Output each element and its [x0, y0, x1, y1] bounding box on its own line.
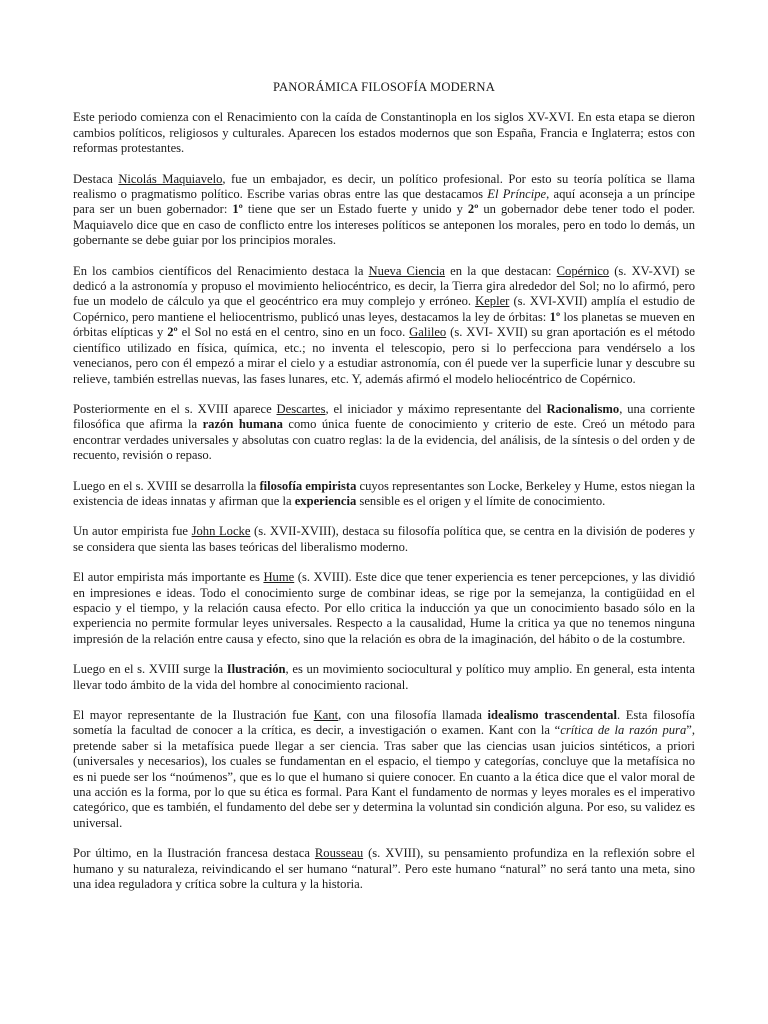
text-run: Posteriormente en el s. XVIII aparece [73, 401, 277, 416]
text-run: como única fuente de conocimiento y criterio de este. Creó un método para encontrar verdades universales y absolutas con cuatro reglas: la de la evidencia, del análisis, de la síntesis o del orden y de recuento, revisión o repaso. [73, 417, 695, 463]
paragraph-renacimiento [73, 110, 695, 156]
paragraph-descartes [73, 402, 695, 464]
text-run: . Esta filosofía sometía la facultad de conocer a la crítica, es decir, a investigación o examen. Kant con la “ [73, 708, 695, 738]
text-run: En los cambios científicos del Renacimiento destaca la [73, 263, 369, 278]
text-run: un gobernador debe tener todo el poder. Maquiavelo dice que en caso de conflicto entre los intereses políticos se anteponen los morales, pero en todo lo demás, un gobernante se debe guiar por los principios morales. [73, 202, 695, 248]
text-run: (s. XVIII), su pensamiento profundiza en la reflexión sobre el humano y su naturaleza, reivindicando el ser humano “natural”. Pero este humano “natural” no será tanto una meta, sino una idea reguladora y crítica sobre la cultura y la historia. [73, 846, 695, 892]
bold-ordinal: 1º [549, 309, 561, 324]
text-run: , con una filosofía llamada [338, 708, 488, 722]
paragraph-kant [73, 708, 695, 831]
underlined-name-kepler: Kepler [475, 294, 510, 309]
text-run: los planetas se mueven en órbitas elípticas y [73, 309, 695, 340]
paragraph-empirismo [73, 479, 695, 510]
text-run: (s. XV-XVI) se dedicó a la astronomía y propuso el movimiento heliocéntrico, es decir, la Tierra gira alrededor del Sol; no lo afirmó, pero fue un modelo de cálculo ya que el geocéntrico era muy complejo y erróneo. [73, 263, 695, 309]
text-run: Un autor empirista fue [73, 524, 192, 539]
underlined-name-copernico: Copérnico [556, 263, 610, 278]
text-run: sensible es el origen y el límite de conocimiento. [356, 493, 606, 508]
text-run: , fue un embajador, es decir, un político profesional. Por esto su teoría política se llama realismo o pragmatismo político. Escribe varias obras entre las que destacamos [73, 171, 695, 202]
document-title: PANORÁMICA FILOSOFÍA MODERNA [272, 80, 496, 94]
text-run: Luego en el s. XVIII surge la [73, 662, 227, 677]
italic-title-el-principe: El Príncipe [487, 187, 547, 202]
text-run: Destaca [73, 171, 119, 186]
text-run: , aquí aconseja a un príncipe para ser un buen gobernador: [73, 187, 695, 217]
bold-term-filosofia-empirista: filosofía empirista [259, 478, 357, 493]
underlined-name-maquiavelo: Nicolás Maquiavelo [118, 171, 223, 186]
paragraph-nueva-ciencia [73, 264, 695, 387]
text-run: , una corriente filosófica que afirma la [73, 401, 695, 432]
bold-ordinal: 1º [232, 202, 243, 217]
underlined-name-hume: Hume [263, 570, 295, 585]
bold-ordinal: 2º [167, 325, 178, 340]
text-run: en la que destacan: [445, 263, 557, 278]
bold-term-razon-humana: razón humana [202, 417, 283, 432]
bold-term-ilustracion: Ilustración [226, 662, 286, 677]
bold-ordinal: 2º [467, 202, 479, 217]
text-run: Luego en el s. XVIII se desarrolla la [73, 478, 260, 493]
text-run: (s. XVII-XVIII), destaca su filosofía política que, se centra en la división de poderes y se considera que sienta las bases teóricas del liberalismo moderno. [73, 524, 695, 554]
text-run: (s. XVIII). Este dice que tener experiencia es tener percepciones, y las dividió en impresiones e ideas. Todo el conocimiento surge de combinar ideas, se rige por la semejanza, la contigüidad en el espacio y el tiempo, y la relación causa efecto. Por ello critica la inducción ya que un conocimiento basado sólo en la experiencia no permite formular leyes universales. Respecto a la causalidad, Hume la critica ya que no tenemos ninguna impresión de la relación entre causa y efecto, sino que la relación es obra de la imaginación, del hábito o de la costumbre. [73, 570, 695, 646]
text-run: cuyos representantes son Locke, Berkeley y Hume, estos niegan la existencia de ideas innatas y afirman que la [73, 478, 695, 508]
text-run: el Sol no está en el centro, sino en un foco. [177, 325, 410, 340]
text-run: (s. XVI- XVII) su gran aportación es el método científico utilizado en física, química, etc.; no inventa el telescopio, pero si lo perfecciona para vendérselo a los venecianos, pero con él empezó a mirar el cielo y a estudiar astronomía, con él puede ver la superficie lunar y descubre su relieve, también estrellas nuevas, las fases lunares, etc. Y, además afirmó el modelo heliocéntrico de Copérnico. [73, 325, 695, 386]
paragraph-ilustracion [73, 662, 695, 693]
underlined-name-galileo: Galileo [409, 325, 447, 340]
paragraph-text: Este periodo comienza con el Renacimiento con la caída de Constantinopla en los siglos XV-XVI. En esta etapa se dieron cambios políticos, religiosos y culturales. Aparecen los estados modernos que son España, Francia e Inglaterra; estos con reformas protestantes. [73, 110, 695, 156]
text-run: El autor empirista más importante es [73, 570, 264, 585]
paragraph-locke [73, 524, 695, 555]
underlined-name-rousseau: Rousseau [314, 846, 364, 861]
text-run: Por último, en la Ilustración francesa destaca [73, 846, 315, 861]
text-run: (s. XVI-XVII) amplía el estudio de Copérnico, pero mantiene el heliocentrismo, publicó unas leyes, destacamos la ley de órbitas: [73, 294, 696, 324]
paragraph-rousseau [73, 846, 695, 892]
paragraph-maquiavelo [73, 172, 695, 249]
document-page [73, 80, 695, 907]
text-run: , es un movimiento sociocultural y político muy amplio. En general, esta intenta llevar todo ámbito de la vida del hombre al conocimiento racional. [73, 662, 695, 692]
paragraph-hume [73, 570, 695, 647]
underlined-name-descartes: Descartes [276, 401, 326, 416]
text-run: tiene que ser un Estado fuerte y unido y [242, 202, 468, 217]
italic-title-critica: crítica de la razón pura [560, 723, 687, 738]
bold-term-idealismo-trascendental: idealismo trascendental [487, 708, 617, 722]
underlined-term-nueva-ciencia: Nueva Ciencia [368, 263, 445, 278]
text-run: ”, pretende saber si la metafísica puede llegar a ser ciencia. Tras saber que las ciencias usan juicios sintéticos, a priori (universales y necesarios), los cuales se fundamentan en el espacio, el tiempo y categorías, concluye que la metafísica no es ni puede ser los “noúmenos”, que es lo que el humano si quiere conocer. En cuanto a la ética dice que el valor moral de una acción es la forma, por lo que su ética es formal. Para Kant el fundamento de normas y leyes morales es el imperativo categórico, que es también, el fundamento del debe ser y determina la voluntad sin condición alguna. Por eso, su validez es universal. [73, 723, 695, 830]
text-run: El mayor representante de la Ilustración fue [73, 708, 314, 722]
text-run: , el iniciador y máximo representante del [325, 401, 547, 416]
underlined-name-locke: John Locke [191, 524, 251, 539]
underlined-name-kant: Kant [313, 708, 339, 722]
bold-term-racionalismo: Racionalismo [546, 401, 620, 416]
bold-term-experiencia: experiencia [294, 493, 357, 508]
